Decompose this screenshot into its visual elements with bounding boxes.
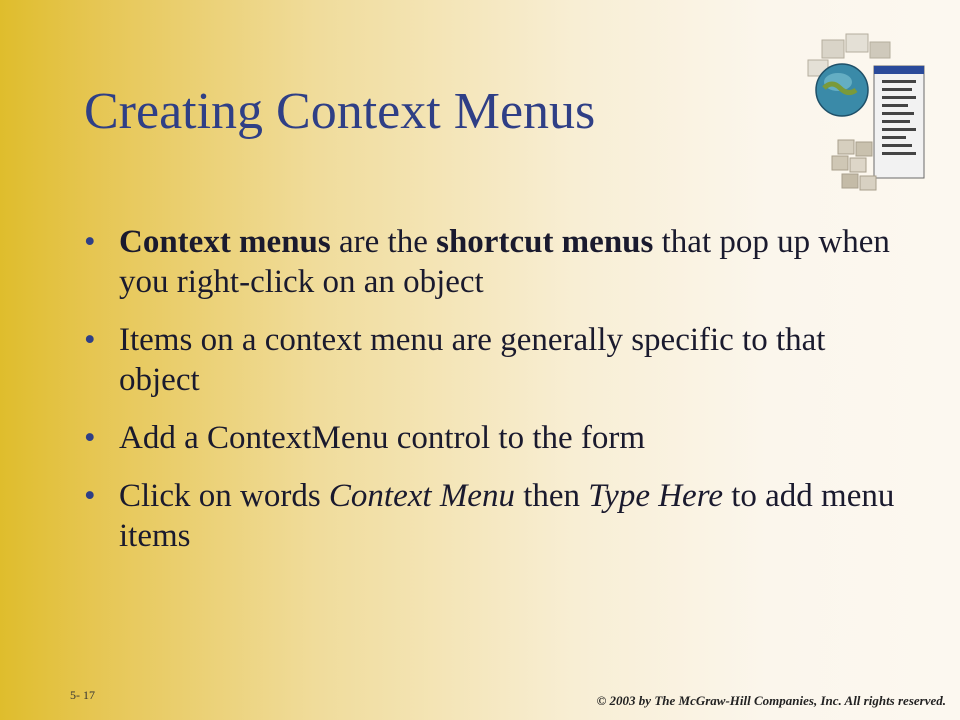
- bullet-text-part: that pop up when you right-click on an object: [119, 224, 890, 300]
- slide-title: Creating Context Menus: [84, 83, 596, 140]
- bullet-text-part: then: [514, 478, 589, 514]
- bullet-marker: •: [84, 224, 96, 260]
- globe-with-window-menu-clipart: [802, 30, 932, 200]
- bullet-marker: •: [84, 420, 96, 456]
- bullet-text-part: Items on a context menu are generally specific to that object: [119, 322, 826, 398]
- bullet-text-part: are the: [330, 224, 437, 260]
- bullet-item: [84, 222, 914, 302]
- bullet-item: [84, 476, 914, 556]
- bullet-marker: •: [84, 478, 96, 514]
- slide-number: 5- 17: [70, 688, 95, 702]
- bullet-text-part: Add a ContextMenu control to the form: [119, 420, 646, 456]
- bullet-marker: •: [84, 322, 96, 358]
- bullet-list: [84, 222, 914, 574]
- bullet-text-part: shortcut menus: [436, 224, 654, 260]
- bullet-text-part: Context Menu: [328, 478, 515, 514]
- bullet-text-part: Click on words: [119, 478, 329, 514]
- copyright-notice: © 2003 by The McGraw-Hill Companies, Inc. All rights reserved.: [596, 693, 946, 708]
- bullet-item: [84, 418, 914, 458]
- bullet-text-part: to add menu items: [119, 478, 895, 554]
- bullet-text-part: Context menus: [119, 224, 331, 260]
- bullet-text-part: Type Here: [588, 478, 723, 514]
- bullet-item: [84, 320, 914, 400]
